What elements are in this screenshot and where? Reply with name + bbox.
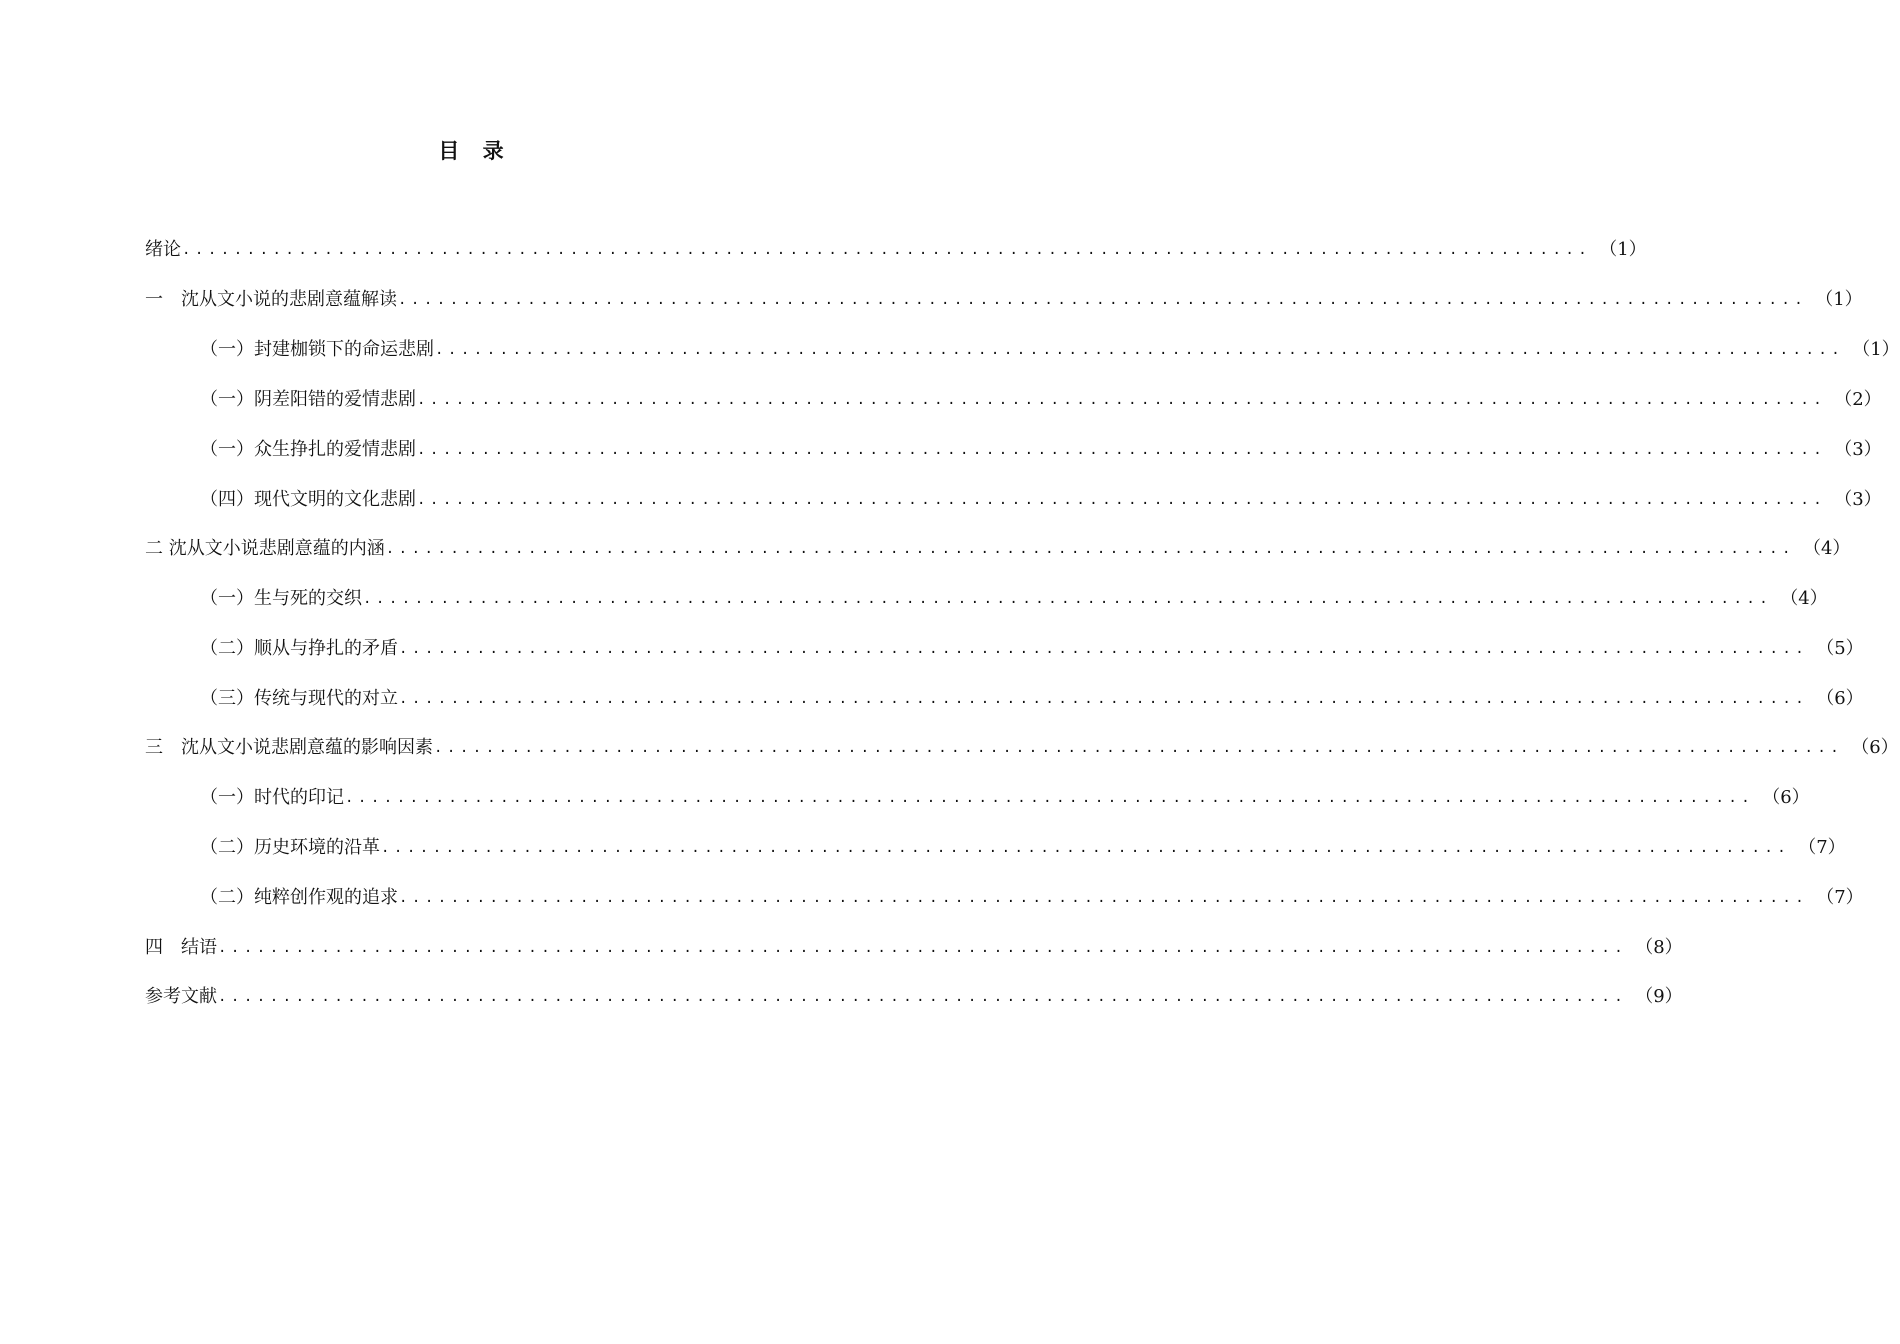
toc-entry-label: 参考文献 xyxy=(145,986,217,1007)
dot-leader: ............................................................................................................. xyxy=(417,392,1827,408)
toc-entry-chapter-2[interactable] xyxy=(145,534,1851,564)
toc-page-number: （7） xyxy=(1816,887,1864,908)
dot-leader: ............................................................................................................. xyxy=(417,492,1827,508)
toc-page-number: （7） xyxy=(1798,837,1846,858)
toc-page-number: （3） xyxy=(1834,439,1882,460)
dot-leader: ............................................................................................................. xyxy=(399,641,1809,657)
dot-leader: ............................................................................................................. xyxy=(435,342,1845,358)
toc-entry-section[interactable] xyxy=(200,833,1846,863)
dot-leader: ............................................................................................................. xyxy=(385,541,1795,557)
dot-leader: ............................................................................................................. xyxy=(218,989,1628,1005)
toc-page-number: （1） xyxy=(1815,289,1863,310)
toc-page-number: （1） xyxy=(1599,239,1647,260)
toc-entry-label: 一 沈从文小说的悲剧意蕴解读 xyxy=(145,289,397,310)
toc-entry-label: （二）顺从与挣扎的矛盾 xyxy=(200,638,398,659)
toc-entry-section[interactable] xyxy=(200,783,1810,813)
toc-entry-references[interactable] xyxy=(145,982,1683,1012)
toc-entry-label: 绪论 xyxy=(145,239,181,260)
toc-entry-section[interactable] xyxy=(200,335,1900,365)
toc-entry-section[interactable] xyxy=(200,485,1882,515)
toc-title: 目 录 xyxy=(438,138,512,163)
toc-entry-label: （四）现代文明的文化悲剧 xyxy=(200,489,416,510)
toc-entry-chapter-1[interactable] xyxy=(145,285,1863,315)
dot-leader: ............................................................................................................. xyxy=(399,890,1809,906)
toc-entry-label: 二 沈从文小说悲剧意蕴的内涵 xyxy=(145,538,385,559)
dot-leader: ............................................................................................................. xyxy=(363,591,1773,607)
toc-entry-label: （二）历史环境的沿革 xyxy=(200,837,380,858)
toc-entry-label: （一）时代的印记 xyxy=(200,787,344,808)
toc-entry-label: （一）阴差阳错的爱情悲剧 xyxy=(200,389,416,410)
dot-leader: ............................................................................................................. xyxy=(398,292,1808,308)
dot-leader: ............................................................................................................. xyxy=(182,242,1592,258)
toc-page-number: （1） xyxy=(1852,339,1900,360)
toc-page-number: （2） xyxy=(1834,389,1882,410)
toc-entry-label: （三）传统与现代的对立 xyxy=(200,688,398,709)
dot-leader: ............................................................................................................. xyxy=(399,691,1809,707)
toc-entry-conclusion[interactable] xyxy=(145,933,1683,963)
dot-leader: ............................................................................................................. xyxy=(434,740,1844,756)
toc-entry-label: （一）生与死的交织 xyxy=(200,588,362,609)
toc-entry-label: 三 沈从文小说悲剧意蕴的影响因素 xyxy=(145,737,433,758)
toc-entry-label: （一）封建枷锁下的命运悲剧 xyxy=(200,339,434,360)
toc-page-number: （5） xyxy=(1816,638,1864,659)
toc-page-number: （4） xyxy=(1780,588,1828,609)
toc-page-number: （6） xyxy=(1762,787,1810,808)
toc-entry-intro[interactable] xyxy=(145,235,1647,265)
toc-entry-section[interactable] xyxy=(200,883,1864,913)
toc-page-number: （3） xyxy=(1834,489,1882,510)
toc-entry-section[interactable] xyxy=(200,634,1864,664)
toc-page-number: （6） xyxy=(1816,688,1864,709)
dot-leader: ............................................................................................................. xyxy=(345,790,1755,806)
dot-leader: ............................................................................................................. xyxy=(381,840,1791,856)
toc-entry-section[interactable] xyxy=(200,684,1864,714)
toc-entry-section[interactable] xyxy=(200,385,1882,415)
toc-entry-section[interactable] xyxy=(200,435,1882,465)
toc-page-number: （6） xyxy=(1851,737,1899,758)
dot-leader: ............................................................................................................. xyxy=(218,940,1628,956)
toc-entry-label: （一）众生挣扎的爱情悲剧 xyxy=(200,439,416,460)
toc-page-number: （8） xyxy=(1635,937,1683,958)
dot-leader: ............................................................................................................. xyxy=(417,442,1827,458)
toc-entry-section[interactable] xyxy=(200,584,1828,614)
toc-entry-label: 四 结语 xyxy=(145,937,217,958)
toc-entry-label: （二）纯粹创作观的追求 xyxy=(200,887,398,908)
toc-page-number: （4） xyxy=(1802,538,1851,559)
toc-entry-chapter-3[interactable] xyxy=(145,733,1899,763)
toc-page-number: （9） xyxy=(1635,986,1683,1007)
